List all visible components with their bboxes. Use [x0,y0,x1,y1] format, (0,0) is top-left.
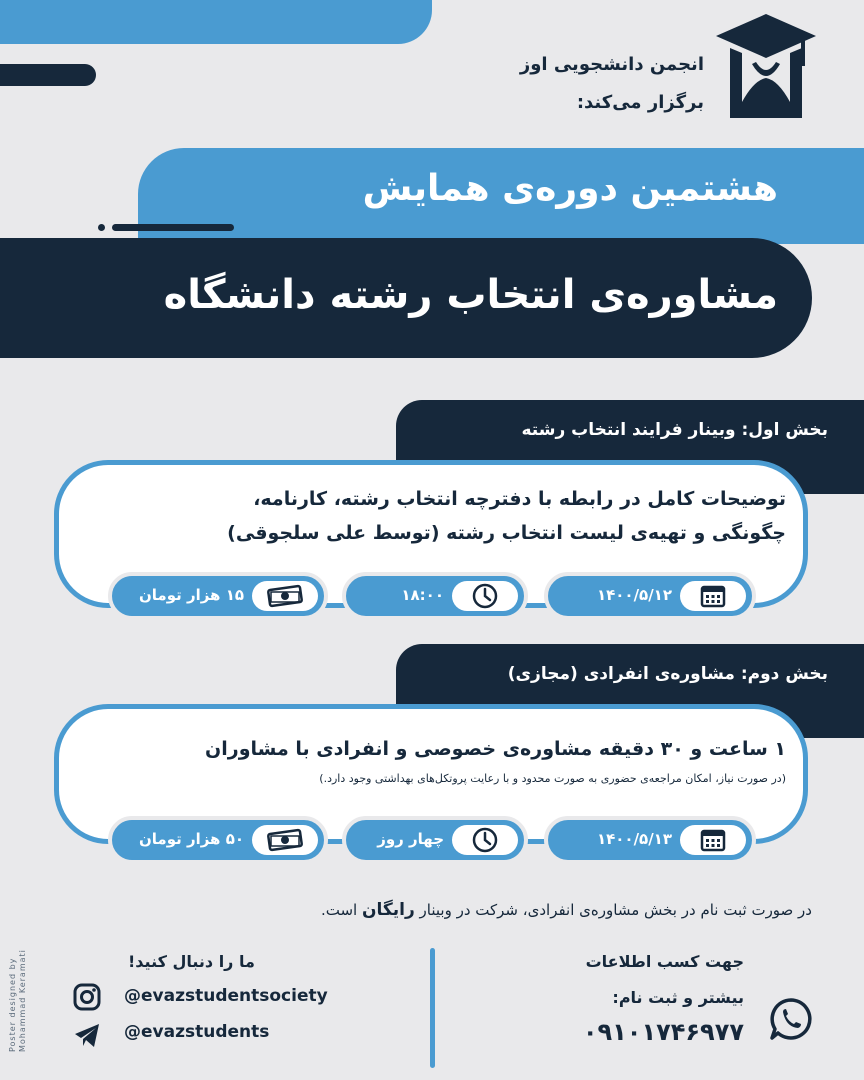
designer-credit [8,949,28,1052]
section1-time: ۱۸:۰۰ [401,586,444,604]
phone-number[interactable]: ۰۹۱۰۱۷۴۶۹۷۷ [582,1018,744,1046]
decor-line [112,224,234,231]
section1-line2: چگونگی و تهیه‌ی لیست انتخاب رشته (توسط علی سلجوقی) [227,522,786,544]
section1-time-pill [342,572,528,620]
section1-price-pill [108,572,328,620]
decor-dot [98,224,105,231]
society-name: انجمن دانشجویی اوز [519,54,704,75]
top-dark-bar [0,64,96,86]
calendar-icon [680,825,746,855]
instagram-handle[interactable]: @evazstudentsociety [124,986,328,1006]
section2-duration-pill [342,816,528,864]
footer-divider [430,948,435,1068]
edition-title: هشتمین دوره‌ی همایش [362,168,778,209]
clock-icon [452,581,518,611]
section2-title: بخش دوم: مشاوره‌ی انفرادی (مجازی) [507,664,828,684]
telegram-icon[interactable] [72,1020,102,1050]
graduation-cap-logo [716,14,816,122]
contact-line1: جهت کسب اطلاعات [585,952,744,971]
clock-icon [452,825,518,855]
telegram-handle[interactable]: @evazstudents [124,1022,270,1042]
credit-line1: Poster designed by [8,957,17,1052]
free-note-before: در صورت ثبت نام در بخش مشاوره‌ی انفرادی، شرکت در وبینار [419,901,812,919]
calendar-icon [680,581,746,611]
money-icon [252,825,318,855]
section2-date-pill [544,816,756,864]
section1-date: ۱۴۰۰/۵/۱۲ [596,586,672,604]
whatsapp-icon[interactable] [768,996,814,1042]
free-webinar-note [321,900,812,920]
section1-title: بخش اول: وبینار فرایند انتخاب رشته [521,420,828,440]
free-note-after: است. [320,901,358,919]
instagram-icon[interactable] [72,982,102,1012]
section2-note: (در صورت نیاز، امکان مراجعه‌ی حضوری به صورت محدود و با رعایت پروتکل‌های بهداشتی وجود دارد.) [319,772,786,785]
section2-price-pill [108,816,328,864]
contact-line2: بیشتر و ثبت نام: [612,988,744,1007]
follow-us: ما را دنبال کنید! [128,952,255,971]
section1-date-pill [544,572,756,620]
section2-date: ۱۴۰۰/۵/۱۳ [596,830,672,848]
section1-price: ۱۵ هزار تومان [138,586,244,604]
section2-price: ۵۰ هزار تومان [138,830,244,848]
organizes-text: برگزار می‌کند: [576,92,704,113]
section1-line1: توضیحات کامل در رابطه با دفترچه انتخاب رشته، کارنامه، [253,488,786,510]
section2-line1: ۱ ساعت و ۳۰ دقیقه مشاوره‌ی خصوصی و انفرادی با مشاوران [205,738,786,760]
section1-description [96,482,786,550]
section2-duration: چهار روز [377,830,444,848]
free-note-bold: رایگان [361,900,415,920]
top-blue-shape [0,0,432,44]
money-icon [252,581,318,611]
credit-line2: Mohammad Keramati [18,949,27,1052]
conference-title: مشاوره‌ی انتخاب رشته دانشگاه [163,272,778,318]
